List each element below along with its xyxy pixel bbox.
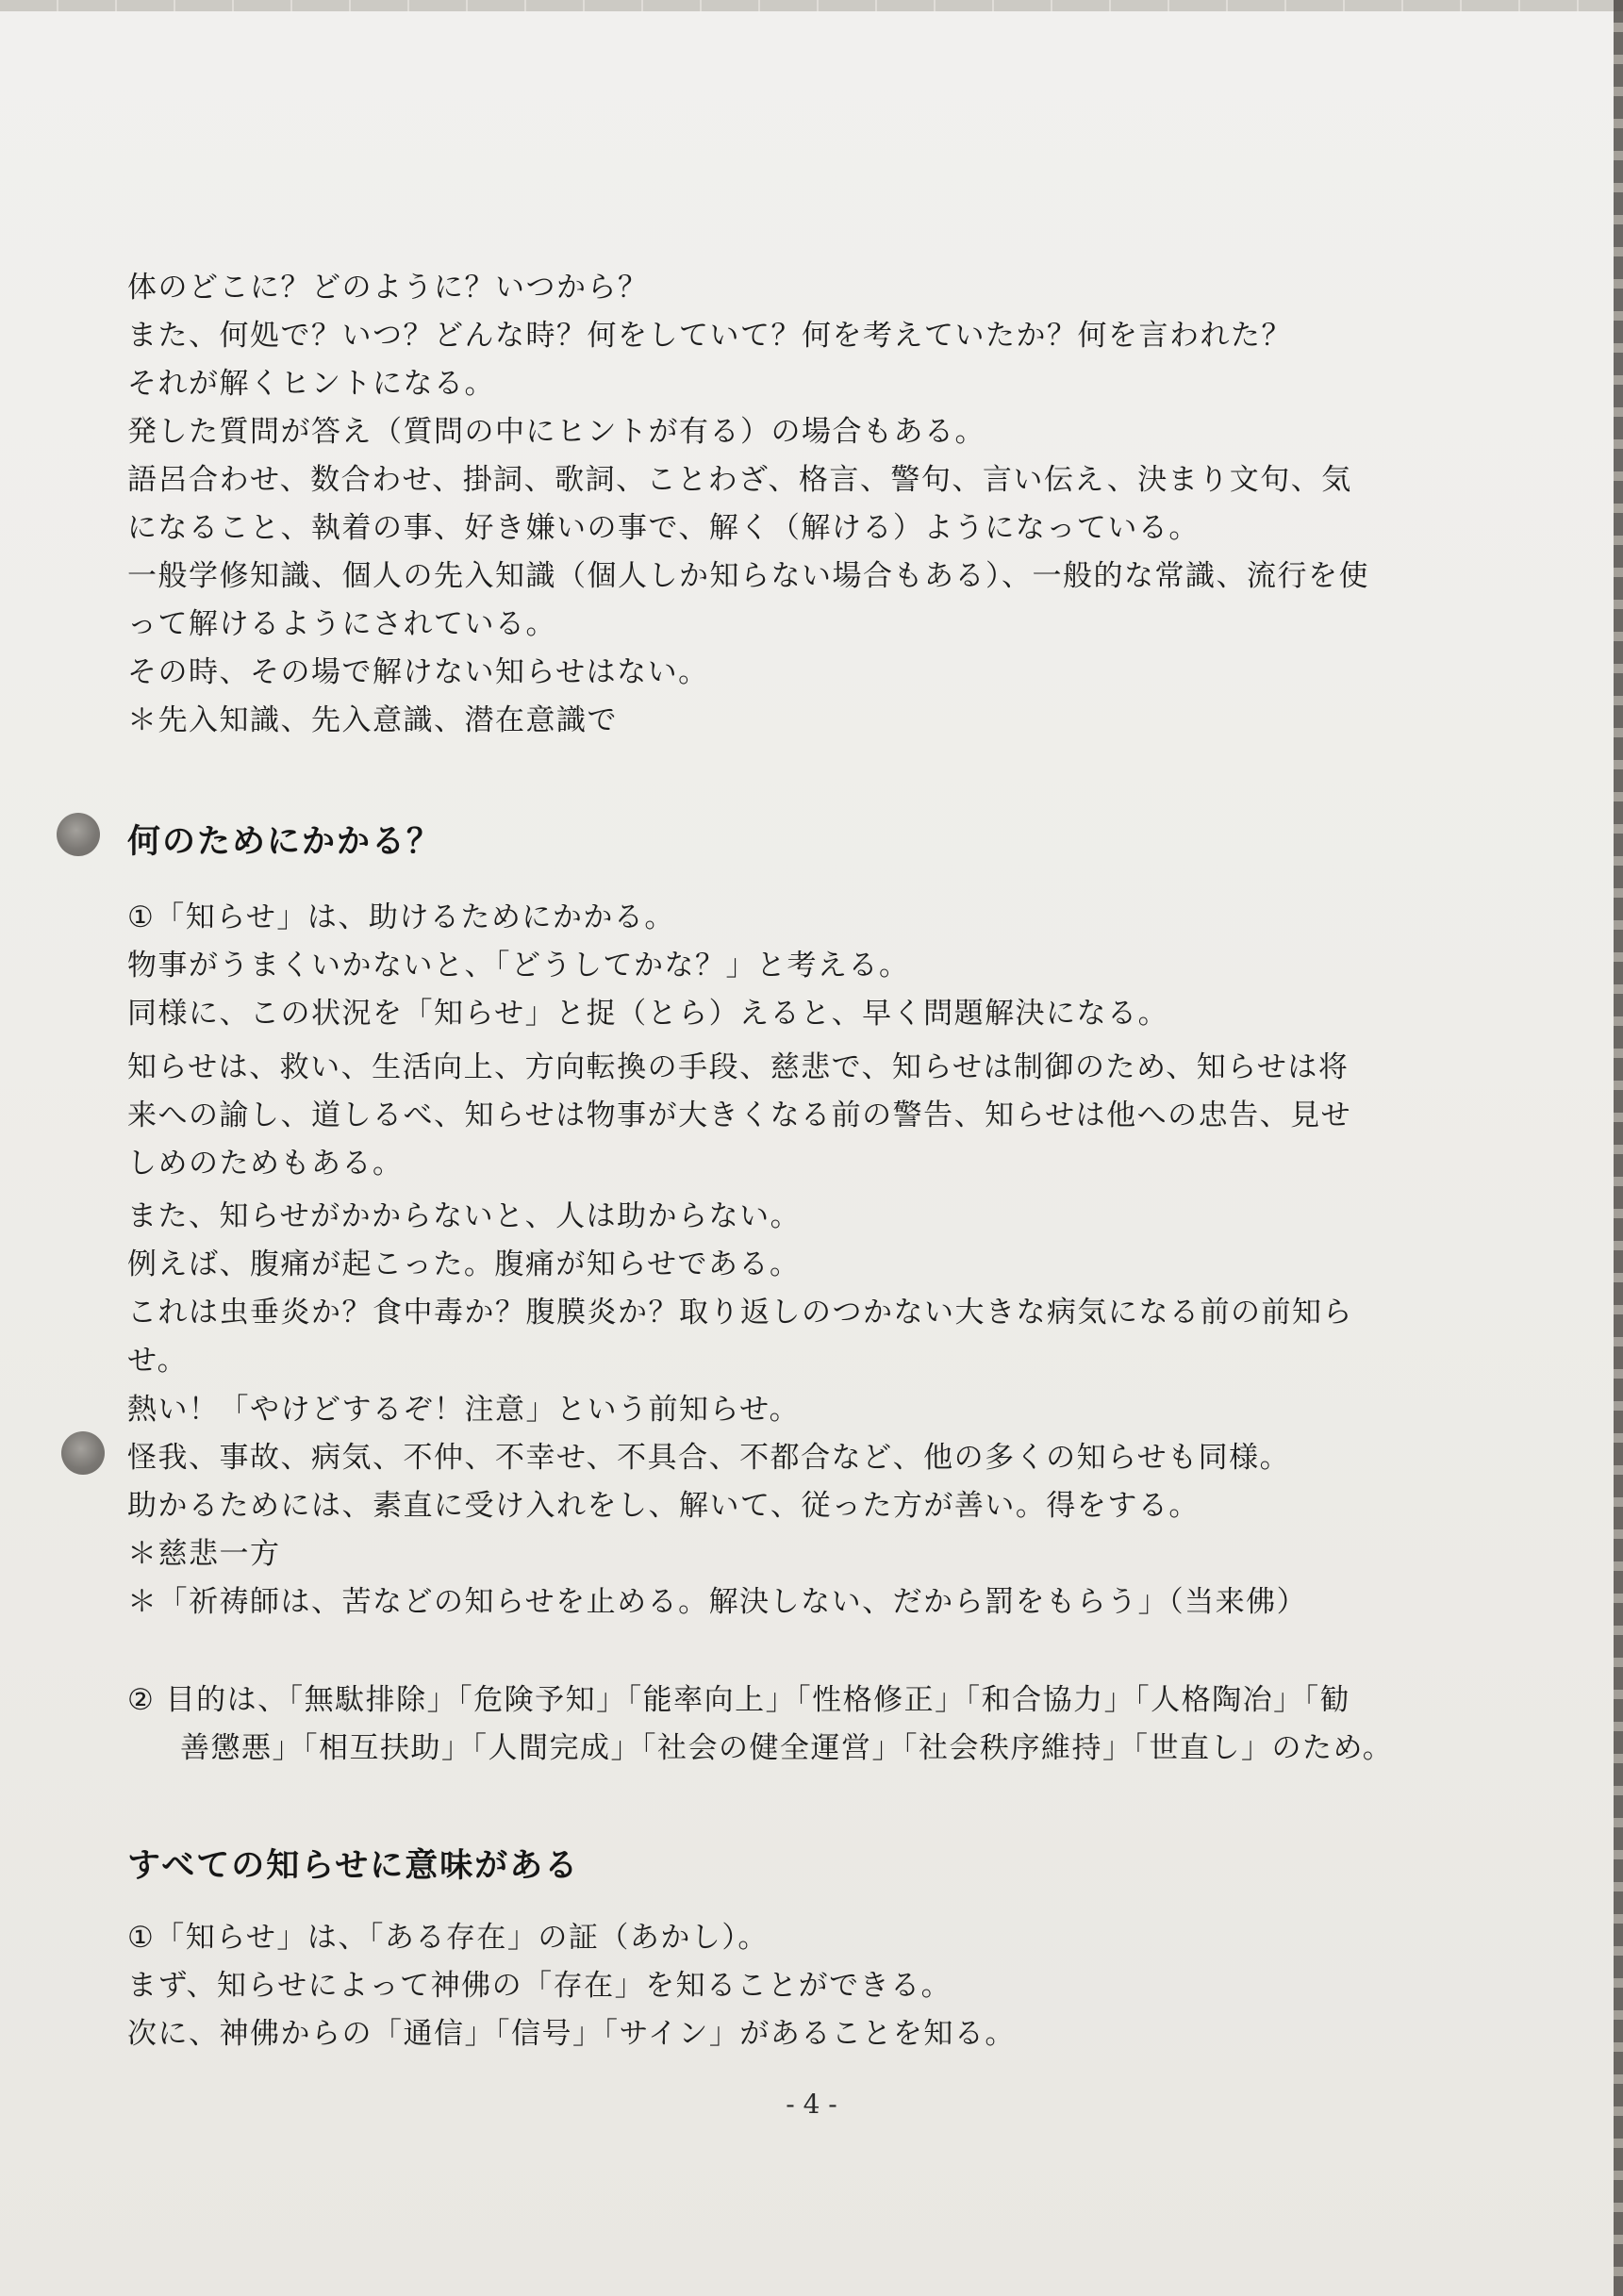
text-line: また、知らせがかからないと、人は助からない。 (127, 1199, 802, 1233)
text-line: ＊「祈祷師は、苦などの知らせを止める。解決しない、だから罰をもらう」（当来佛） (127, 1585, 1308, 1619)
text-line: 同様に、この状況を「知らせ」と捉（とら）えると、早く問題解決になる。 (127, 997, 1169, 1031)
text-line: 次に、神佛からの「通信」「信号」「サイン」があることを知る。 (127, 2017, 1016, 2051)
text-line: 来への諭し、道しるべ、知らせは物事が大きくなる前の警告、知らせは他への忠告、見せ (127, 1098, 1352, 1132)
text-line: って解けるようにされている。 (127, 607, 556, 641)
text-line: 熱い！「やけどするぞ！注意」という前知らせ。 (127, 1393, 801, 1427)
page-top-edge (0, 0, 1623, 11)
text-line: これは虫垂炎か？食中毒か？腹膜炎か？取り返しのつかない大きな病気になる前の前知ら (127, 1296, 1353, 1330)
text-line: 例えば、腹痛が起こった。腹痛が知らせである。 (127, 1247, 801, 1281)
text-line: 語呂合わせ、数合わせ、掛詞、歌詞、ことわざ、格言、警句、言い伝え、決まり文句、気 (127, 463, 1352, 497)
text-line: ＊先入知識、先入意識、潜在意識で (127, 703, 618, 737)
text-line: 怪我、事故、病気、不仲、不幸せ、不具合、不都合など、他の多くの知らせも同様。 (127, 1441, 1291, 1475)
bullet-circle-icon (61, 1431, 105, 1475)
binder-edge (1614, 0, 1623, 2296)
text-line: 物事がうまくいかないと、「どうしてかな？」と考える。 (127, 949, 910, 983)
text-line: になること、執着の事、好き嫌いの事で、解く（解ける）ようになっている。 (127, 511, 1200, 545)
text-line: しめのためもある。 (127, 1147, 404, 1181)
text-line: せ。 (127, 1344, 189, 1378)
text-line: また、何処で？いつ？どんな時？何をしていて？何を考えていたか？何を言われた？ (127, 319, 1292, 353)
text-line: 体のどこに？どのように？いつから？ (127, 271, 649, 305)
text-line: ＊慈悲一方 (127, 1537, 281, 1571)
text-line: ①「知らせ」は、助けるためにかかる。 (127, 900, 675, 934)
section-heading-2: すべての知らせに意味がある (127, 1847, 580, 1885)
text-line: まず、知らせによって神佛の「存在」を知ることができる。 (127, 1969, 952, 2003)
text-line: 助かるためには、素直に受け入れをし、解いて、従った方が善い。得をする。 (127, 1489, 1200, 1523)
text-line: ①「知らせ」は、「ある存在」の証（あかし）。 (127, 1921, 769, 1955)
section-heading-1: 何のためにかかる？ (127, 823, 442, 861)
text-line: それが解くヒントになる。 (127, 367, 495, 401)
text-line: 発した質問が答え（質問の中にヒントが有る）の場合もある。 (127, 415, 985, 449)
page-number: - 4 - (786, 2089, 837, 2120)
bullet-circle-icon (57, 813, 100, 856)
text-line: 善懲悪」「相互扶助」「人間完成」「社会の健全運営」「社会秩序維持」「世直し」のため。 (180, 1731, 1394, 1765)
text-line: 一般学修知識、個人の先入知識（個人しか知らない場合もある）、一般的な常識、流行を使 (127, 559, 1369, 593)
text-line: ② 目的は、「無駄排除」「危険予知」「能率向上」「性格修正」「和合協力」「人格陶冶」「勧 (127, 1683, 1351, 1717)
text-line: 知らせは、救い、生活向上、方向転換の手段、慈悲で、知らせは制御のため、知らせは将 (127, 1050, 1350, 1084)
text-line: その時、その場で解けない知らせはない。 (127, 655, 709, 689)
